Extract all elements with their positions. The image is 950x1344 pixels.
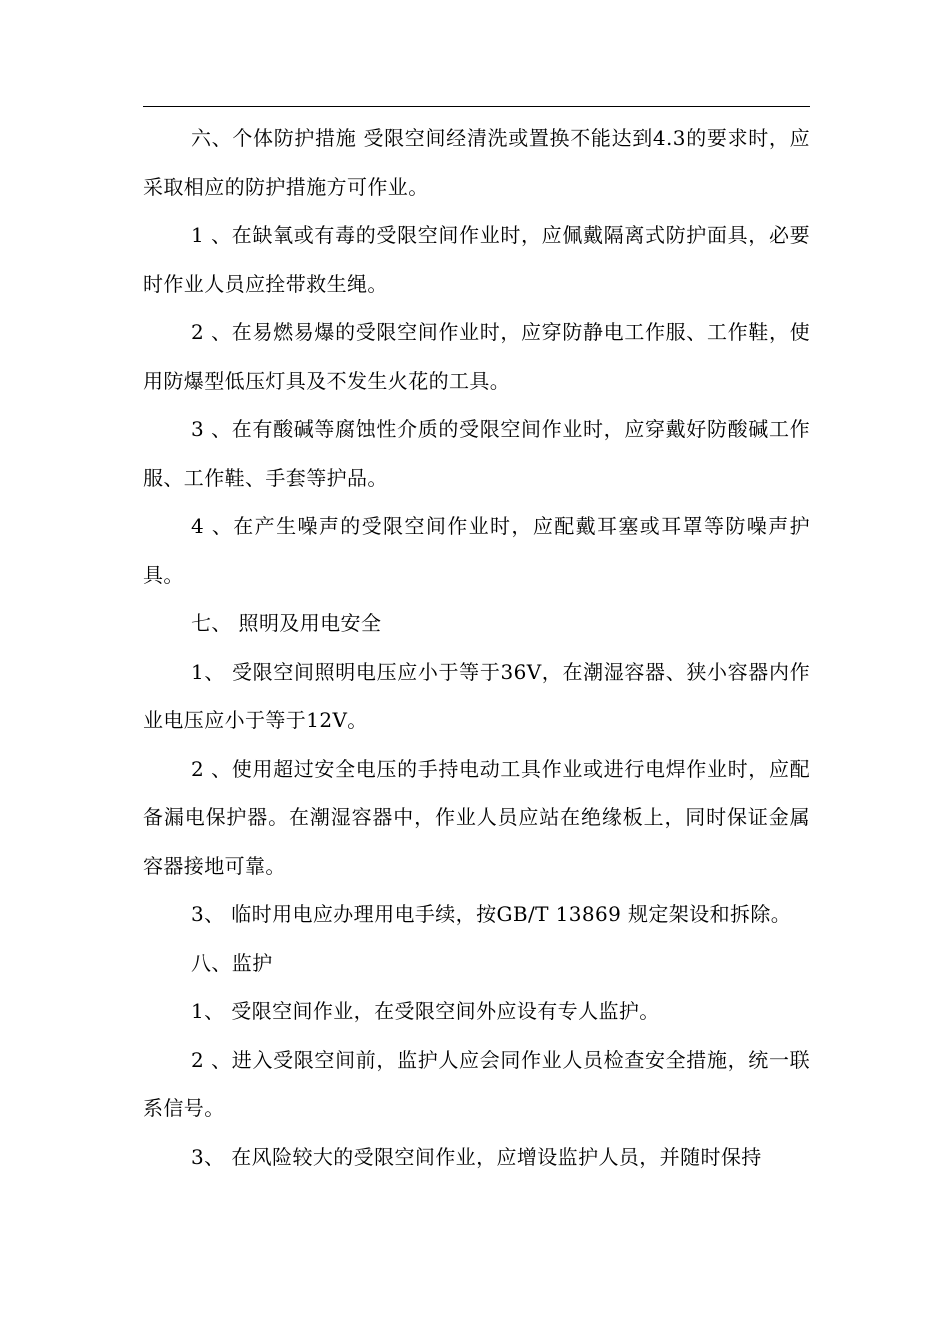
document-body — [143, 114, 810, 1181]
paragraph-7-3: 3、 临时用电应办理用电手续，按GB/T 13869 规定架设和拆除。 — [191, 902, 792, 926]
section-7-heading: 七、 照明及用电安全 — [191, 611, 382, 635]
paragraph-8-1: 1、 受限空间作业，在受限空间外应设有专人监护。 — [191, 999, 660, 1023]
paragraph-7-1: 1、 受限空间照明电压应小于等于36V，在潮湿容器、狭小容器内作业电压应小于等于12V。 — [143, 659, 810, 732]
paragraph-6-3: 3 、在有酸碱等腐蚀性介质的受限空间作业时，应穿戴好防酸碱工作服、工作鞋、手套等护品。 — [143, 417, 810, 490]
paragraph-8-2: 2 、进入受限空间前，监护人应会同作业人员检查安全措施，统一联系信号。 — [143, 1047, 810, 1120]
section-8-heading: 八、监护 — [191, 950, 273, 975]
header-rule — [143, 106, 810, 107]
paragraph-6-2: 2 、在易燃易爆的受限空间作业时，应穿防静电工作服、工作鞋，使用防爆型低压灯具及不发生火花的工具。 — [143, 320, 810, 393]
paragraph-section-6-intro: 六、个体防护措施 受限空间经清洗或置换不能达到4.3的要求时，应采取相应的防护措施方可作业。 — [143, 126, 810, 199]
paragraph-6-4: 4 、在产生噪声的受限空间作业时，应配戴耳塞或耳罩等防噪声护具。 — [143, 514, 810, 587]
paragraph-8-3: 3、 在风险较大的受限空间作业，应增设监护人员，并随时保持 — [191, 1144, 762, 1169]
paragraph-6-1: 1 、在缺氧或有毒的受限空间作业时，应佩戴隔离式防护面具，必要时作业人员应拴带救生绳。 — [143, 223, 810, 296]
paragraph-7-2: 2 、使用超过安全电压的手持电动工具作业或进行电焊作业时，应配备漏电保护器。在潮湿容器中，作业人员应站在绝缘板上，同时保证金属容器接地可靠。 — [143, 756, 810, 878]
